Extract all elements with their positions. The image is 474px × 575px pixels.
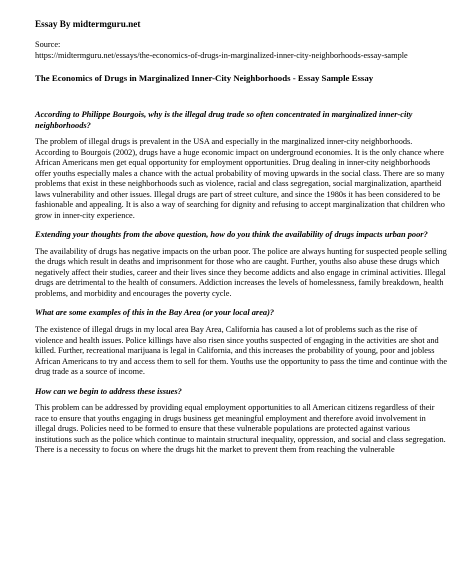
essay-section	[35, 387, 447, 456]
essay-section	[35, 308, 447, 377]
section-answer: The existence of illegal drugs in my local area Bay Area, California has caused a lot of problems such as the rise of violence and health issues. Police killings have also risen since youths suspected of engaging in the activities are shot and killed. Further, recreational marijuana is legal in California, and this increases the probability of young, poor and jobless African Americans to try and access them to sell for them. Youths use the opportunity to pass the time and continue with the drug trade as a source of income.	[35, 325, 447, 377]
section-answer: This problem can be addressed by providing equal employment opportunities to all American citizens regardless of their race to ensure that youths engaging in drugs business get meaningful employment and therefore avoid involvement in illegal drugs. Policies need to be formed to ensure that these vulnerable populations are protected against various institutions such as the police which continue to maintain structural inequality, oppression, and social and class segregation. There is a necessity to focus on where the drugs hit the market to prevent them from reaching the vulnerable	[35, 403, 446, 455]
source-url[interactable]: https://midtermguru.net/essays/the-economics-of-drugs-in-marginalized-inner-city-neighborhoods-essay-sample	[35, 50, 408, 60]
section-answer: The problem of illegal drugs is prevalent in the USA and especially in the marginalized inner-city neighborhoods. According to Bourgois (2002), drugs have a huge economic impact on underground economies. It is the only chance where African Americans men get equal opportunity for employment opportunities. Drug dealing in inner-city neighborhoods offer youths especially males a chance with the actual probability of moving upwards in the social class. There are so many problems that exist in these neighborhoods such as violence, racial and class segregation, social marginalization, apartheid laws vulnerability and other issues. Illegal drugs are part of street culture, and since the 1980s it has been considered to be fashionable and appealing. It is also a way of searching for dignity and refusing to accept marginalization that children who grow in inner-city experience.	[35, 137, 445, 220]
section-question: What are some examples of this in the Bay Area (or your local area)?	[35, 308, 275, 318]
essay-section	[35, 230, 447, 299]
section-question: How can we begin to address these issues?	[35, 386, 182, 396]
source-label: Source:	[35, 40, 61, 49]
section-question: Extending your thoughts from the above question, how do you think the availability of drugs impacts urban poor?	[35, 230, 428, 240]
essay-title: The Economics of Drugs in Marginalized Inner-City Neighborhoods - Essay Sample Essay	[35, 73, 374, 84]
site-brand: Essay By midtermguru.net	[35, 19, 141, 29]
section-answer: The availability of drugs has negative impacts on the urban poor. The police are always hunting for suspected people selling the drugs which result in deaths and imprisonment for those who are caught. Further, youths also abuse these drugs which negatively affect their studies, career and their lives since they become addicts and also engage in criminal activities. Illegal drugs are detrimental to the health of consumers. Addiction increases the levels of homelessness, family breakdown, health problems, and morbidity and encourages the poverty cycle.	[35, 246, 447, 298]
section-question: According to Philippe Bourgois, why is the illegal drug trade so often concentrated in marginalized inner-city neighborhoods?	[35, 110, 413, 130]
essay-section	[35, 110, 447, 221]
